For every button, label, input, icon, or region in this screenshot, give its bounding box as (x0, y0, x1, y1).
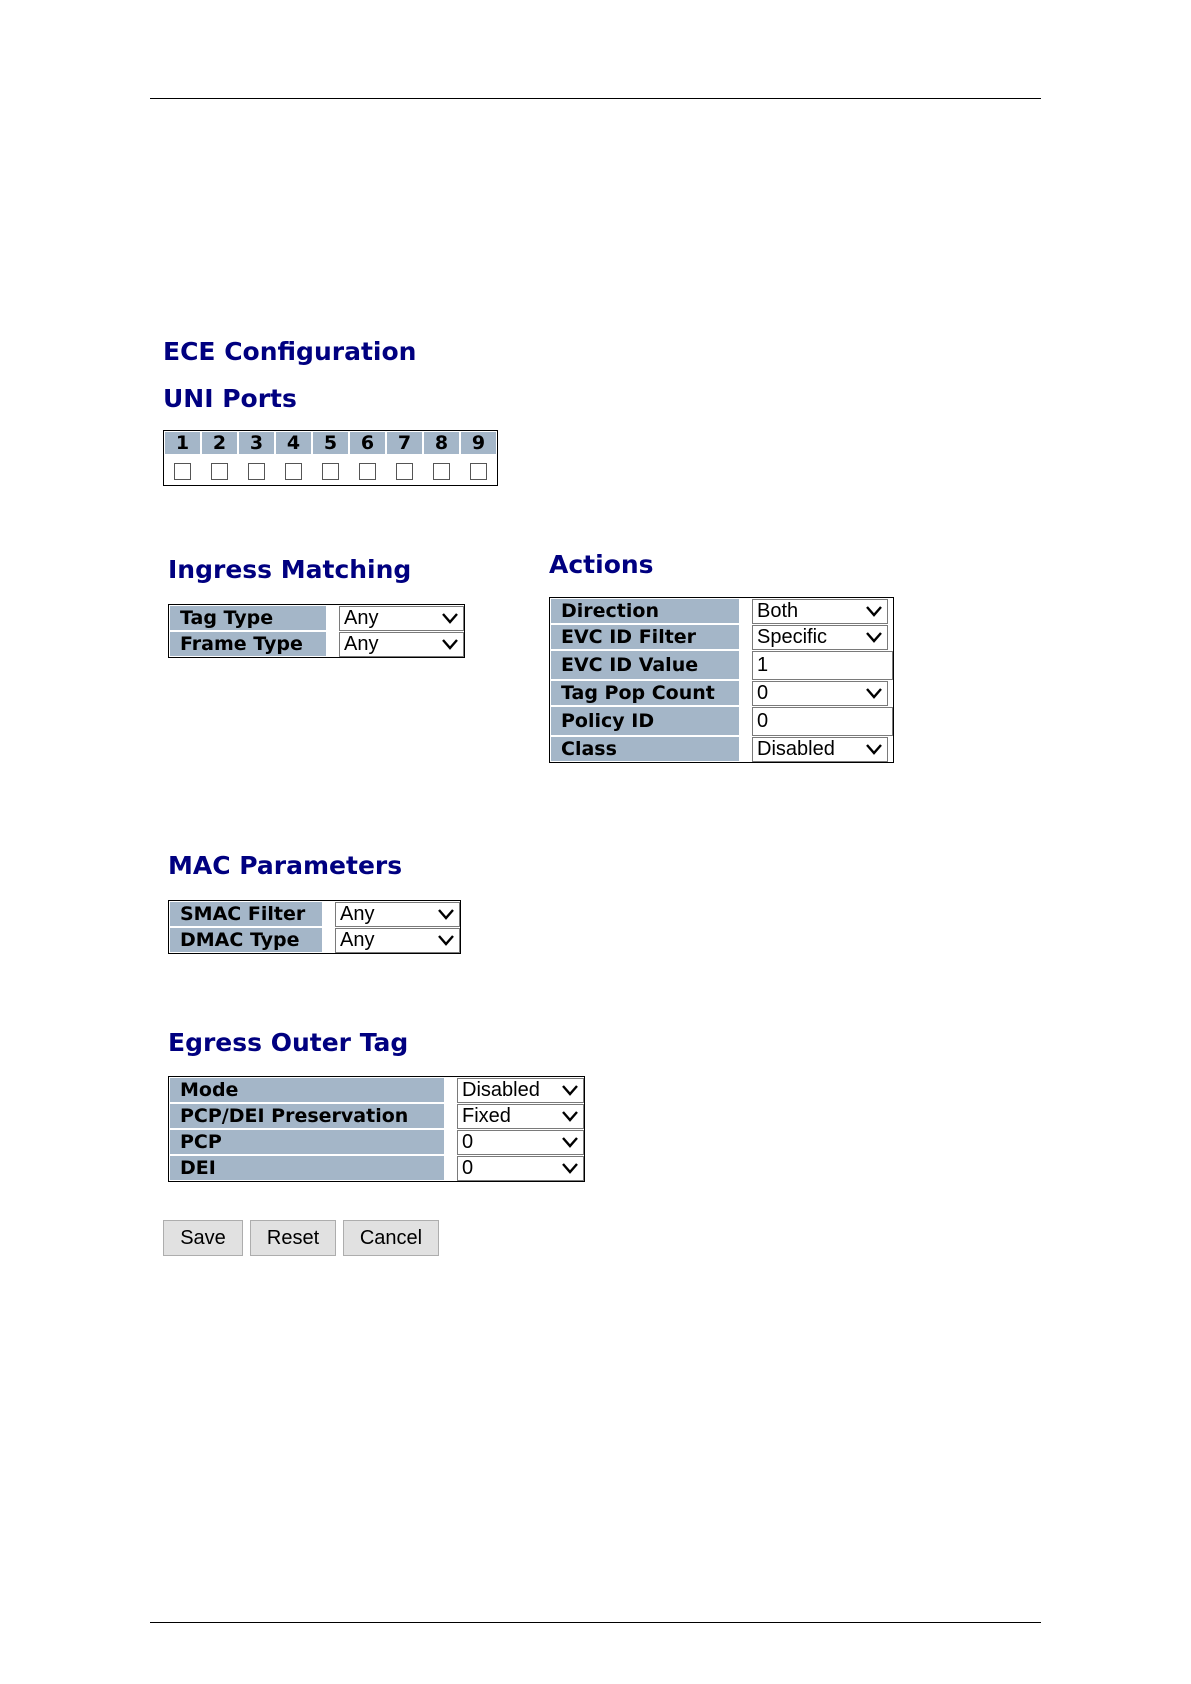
port-checkbox-6[interactable] (359, 463, 376, 480)
evc-id-filter-label: EVC ID Filter (550, 624, 740, 650)
save-button[interactable]: Save (163, 1220, 243, 1256)
port-checkbox-4[interactable] (285, 463, 302, 480)
uni-ports-table (163, 430, 498, 486)
chevron-down-icon (561, 1160, 579, 1176)
pcp-dei-preservation-select[interactable]: Fixed (457, 1104, 584, 1129)
evc-id-filter-select[interactable]: Specific (752, 625, 888, 650)
header-rule (150, 98, 1041, 99)
direction-label: Direction (550, 598, 740, 624)
ingress-matching-table (168, 604, 465, 658)
port-checkbox-9[interactable] (470, 463, 487, 480)
port-checkbox-8[interactable] (433, 463, 450, 480)
mac-parameters-title: MAC Parameters (168, 851, 403, 880)
frame-type-label: Frame Type (169, 631, 327, 657)
port-header-1: 1 (164, 431, 201, 455)
chevron-down-icon (437, 906, 455, 922)
dmac-type-label: DMAC Type (169, 927, 323, 953)
tag-pop-count-label: Tag Pop Count (550, 680, 740, 706)
tag-pop-count-select[interactable]: 0 (752, 681, 888, 706)
chevron-down-icon (437, 932, 455, 948)
mode-label: Mode (169, 1077, 445, 1103)
port-header-2: 2 (201, 431, 238, 455)
class-select[interactable]: Disabled (752, 737, 888, 762)
tag-type-select[interactable]: Any (339, 606, 464, 631)
chevron-down-icon (865, 685, 883, 701)
port-header-3: 3 (238, 431, 275, 455)
uni-ports-title: UNI Ports (163, 384, 297, 413)
pcp-label: PCP (169, 1129, 445, 1155)
smac-filter-label: SMAC Filter (169, 901, 323, 927)
chevron-down-icon (561, 1108, 579, 1124)
port-header-9: 9 (460, 431, 497, 455)
actions-title: Actions (549, 550, 654, 579)
port-header-7: 7 (386, 431, 423, 455)
ingress-matching-title: Ingress Matching (168, 555, 412, 584)
pcp-select[interactable]: 0 (457, 1130, 584, 1155)
evc-id-value-input[interactable]: 1 (752, 651, 893, 680)
class-label: Class (550, 736, 740, 762)
egress-outer-tag-title: Egress Outer Tag (168, 1028, 409, 1057)
actions-table (549, 597, 894, 763)
smac-filter-select[interactable]: Any (335, 902, 460, 927)
policy-id-input[interactable]: 0 (752, 707, 893, 736)
footer-rule (150, 1622, 1041, 1623)
port-header-6: 6 (349, 431, 386, 455)
pcp-dei-preservation-label: PCP/DEI Preservation (169, 1103, 445, 1129)
port-checkbox-2[interactable] (211, 463, 228, 480)
evc-id-value-label: EVC ID Value (550, 650, 740, 680)
reset-button[interactable]: Reset (250, 1220, 336, 1256)
tag-type-label: Tag Type (169, 605, 327, 631)
chevron-down-icon (561, 1134, 579, 1150)
direction-select[interactable]: Both (752, 599, 888, 624)
port-header-4: 4 (275, 431, 312, 455)
mac-parameters-table (168, 900, 461, 954)
port-checkbox-7[interactable] (396, 463, 413, 480)
chevron-down-icon (441, 610, 459, 626)
mode-select[interactable]: Disabled (457, 1078, 584, 1103)
dei-label: DEI (169, 1155, 445, 1181)
dmac-type-select[interactable]: Any (335, 928, 460, 953)
cancel-button[interactable]: Cancel (343, 1220, 439, 1256)
port-header-5: 5 (312, 431, 349, 455)
chevron-down-icon (441, 636, 459, 652)
chevron-down-icon (865, 741, 883, 757)
port-checkbox-5[interactable] (322, 463, 339, 480)
port-checkbox-3[interactable] (248, 463, 265, 480)
chevron-down-icon (561, 1082, 579, 1098)
policy-id-label: Policy ID (550, 706, 740, 736)
chevron-down-icon (865, 629, 883, 645)
page-title: ECE Configuration (163, 337, 417, 366)
port-checkbox-1[interactable] (174, 463, 191, 480)
dei-select[interactable]: 0 (457, 1156, 584, 1181)
frame-type-select[interactable]: Any (339, 632, 464, 657)
port-header-8: 8 (423, 431, 460, 455)
chevron-down-icon (865, 603, 883, 619)
egress-outer-tag-table (168, 1076, 585, 1182)
